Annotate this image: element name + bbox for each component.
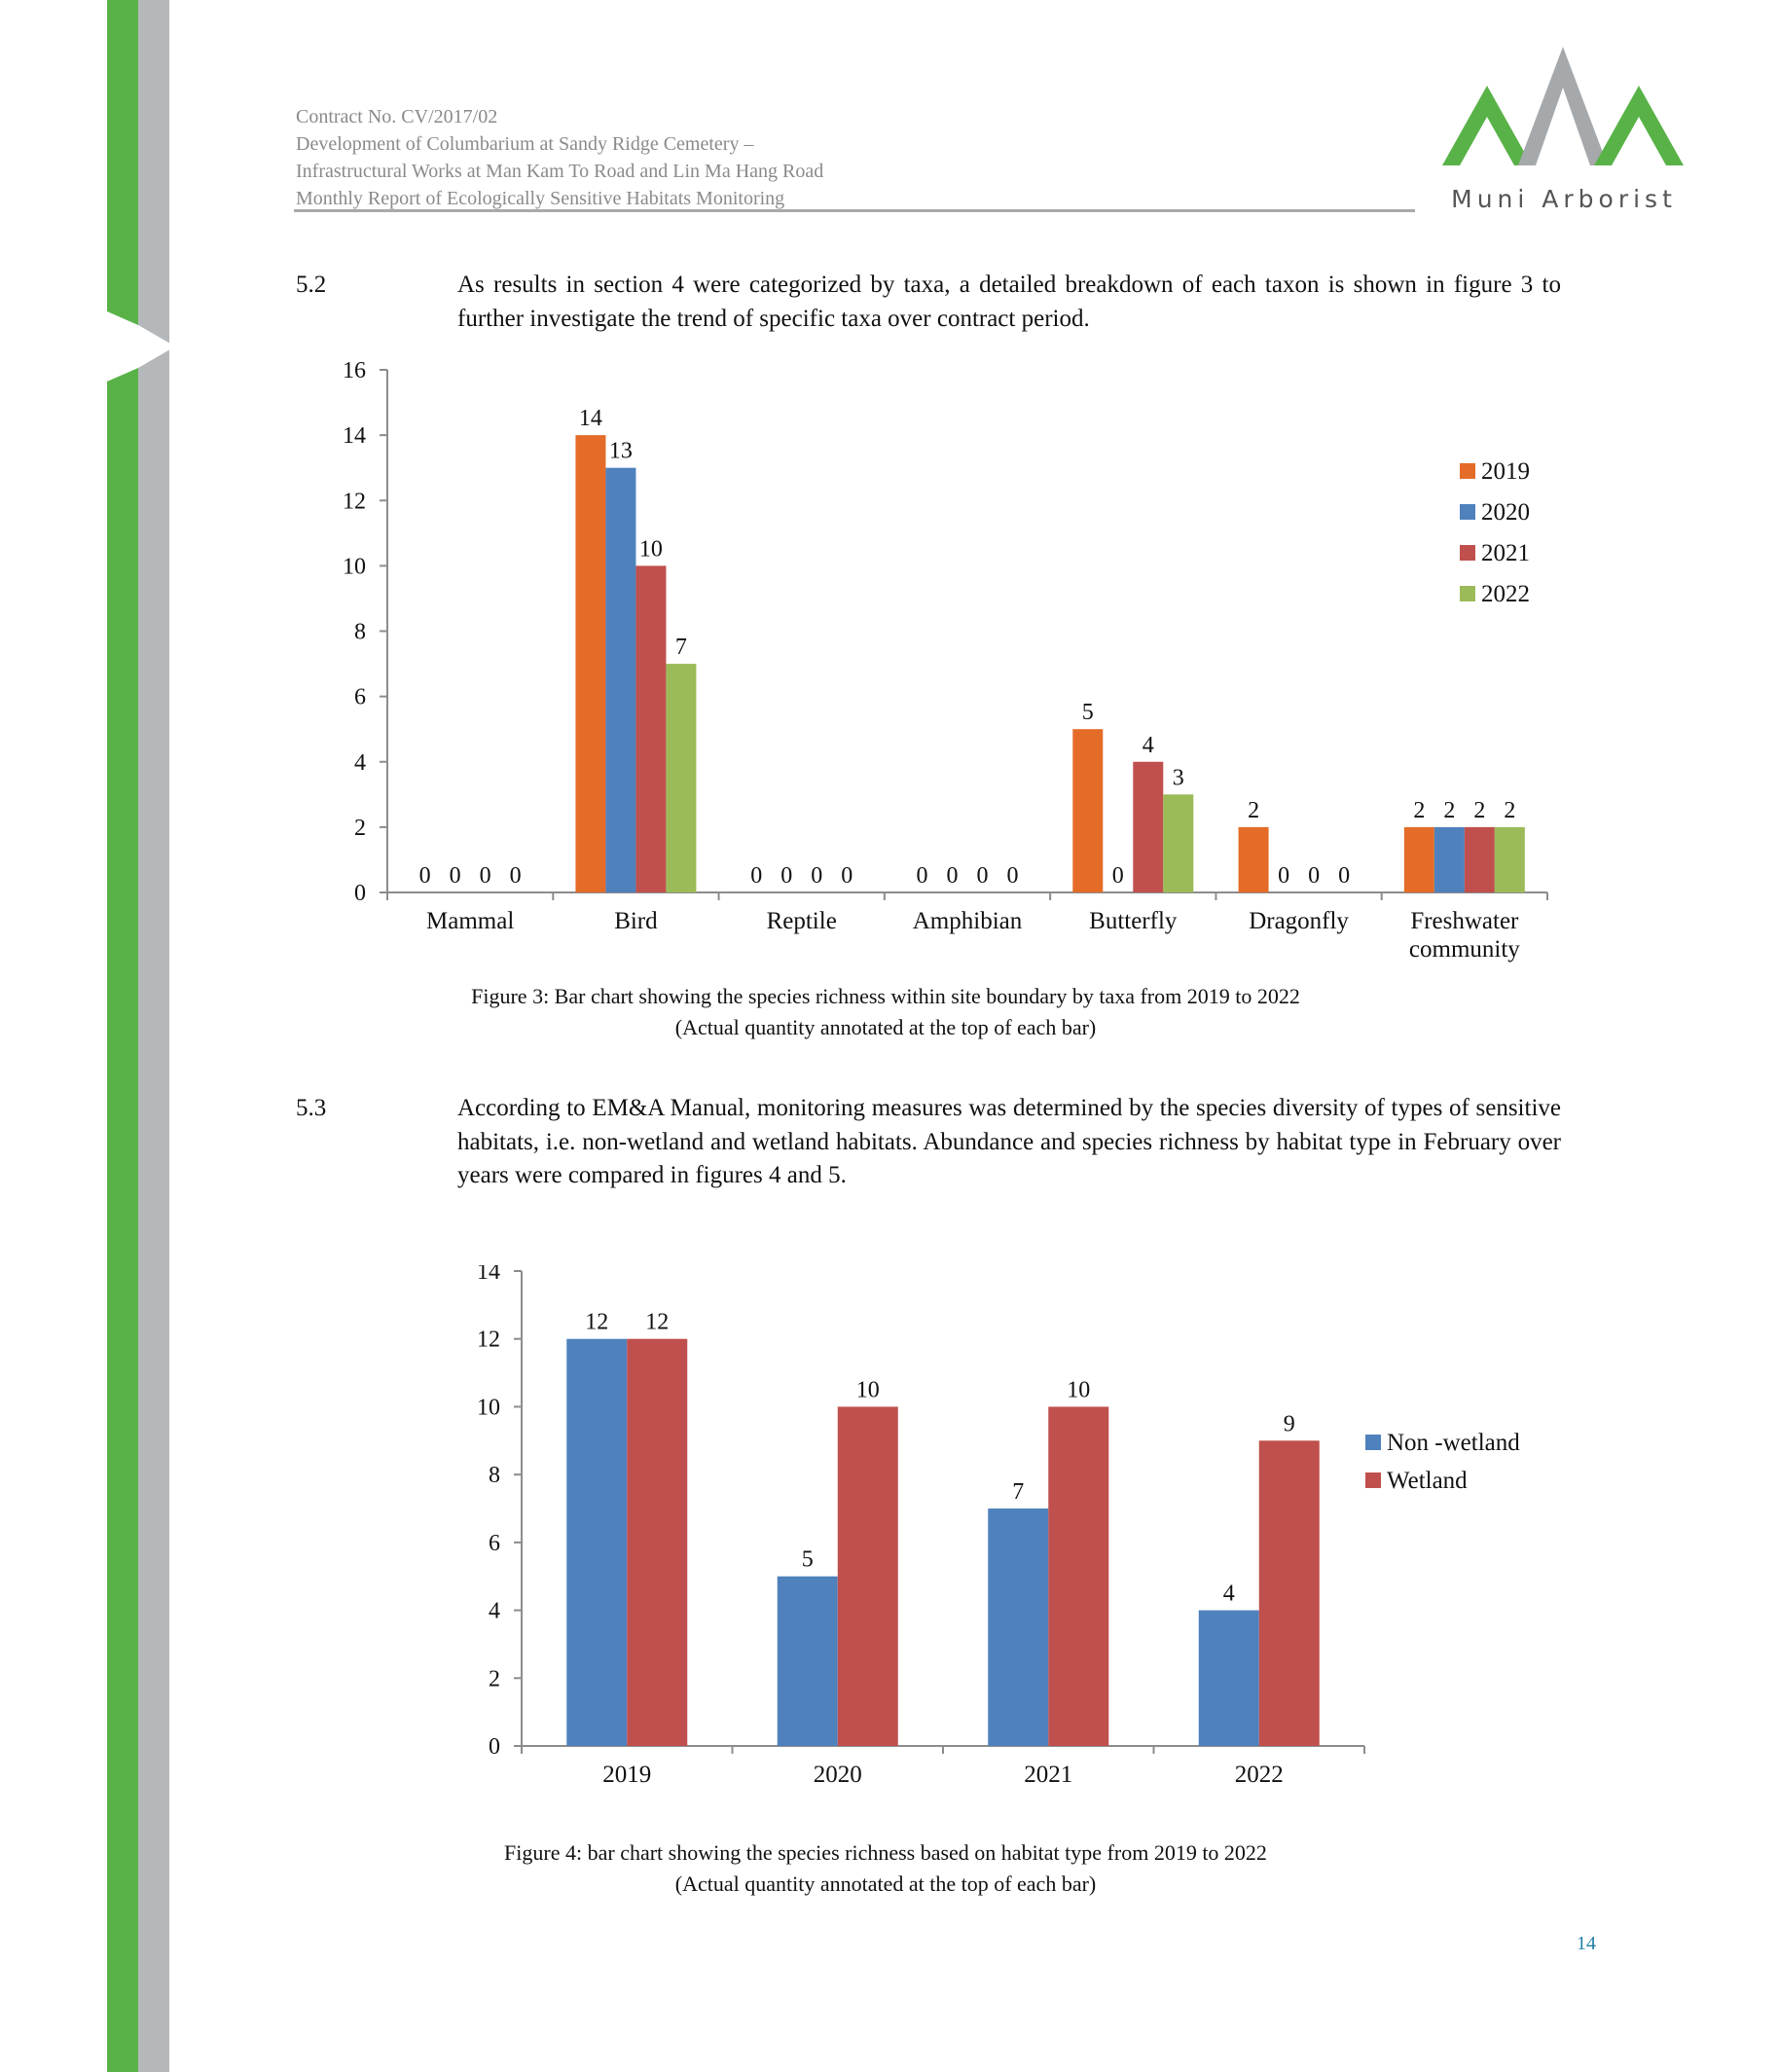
y-tick-label: 4 bbox=[354, 749, 366, 776]
figure-3-svg bbox=[0, 350, 1778, 973]
legend-swatch bbox=[1460, 463, 1475, 479]
bar bbox=[838, 1406, 898, 1746]
data-label: 3 bbox=[1172, 765, 1184, 791]
legend-swatch bbox=[1365, 1472, 1381, 1488]
data-label: 4 bbox=[1222, 1581, 1235, 1607]
bar bbox=[627, 1339, 687, 1746]
figure-3-caption-line-2: (Actual quantity annotated at the top of each bar) bbox=[674, 1015, 1097, 1039]
legend-swatch bbox=[1460, 545, 1475, 561]
data-label: 0 bbox=[1006, 863, 1019, 889]
y-tick-label: 6 bbox=[489, 1530, 500, 1556]
y-tick-label: 16 bbox=[343, 358, 366, 383]
data-label: 0 bbox=[841, 863, 853, 889]
y-tick-label: 10 bbox=[477, 1395, 500, 1421]
data-label: 9 bbox=[1283, 1411, 1295, 1437]
y-tick-label: 14 bbox=[477, 1265, 500, 1285]
data-label: 0 bbox=[916, 863, 928, 889]
y-tick-label: 8 bbox=[489, 1463, 500, 1489]
x-tick-label: Butterfly bbox=[1089, 908, 1178, 934]
data-label: 2 bbox=[1248, 797, 1260, 823]
data-label: 10 bbox=[855, 1377, 880, 1403]
data-label: 5 bbox=[1081, 700, 1094, 726]
header-project-line: Development of Columbarium at Sandy Ridge Cemetery – bbox=[296, 133, 754, 155]
legend-label: 2022 bbox=[1481, 581, 1530, 607]
x-tick-label: Amphibian bbox=[912, 908, 1023, 934]
data-label: 0 bbox=[1111, 863, 1124, 889]
data-label: 7 bbox=[1012, 1479, 1025, 1505]
data-label: 0 bbox=[479, 863, 491, 889]
y-tick-label: 12 bbox=[343, 489, 366, 515]
bar bbox=[1465, 827, 1495, 892]
data-label: 5 bbox=[801, 1546, 814, 1573]
legend-label: Wetland bbox=[1387, 1468, 1468, 1494]
legend-label: 2020 bbox=[1481, 499, 1530, 526]
x-tick-label: 2020 bbox=[813, 1762, 862, 1788]
figure-4-caption bbox=[292, 1837, 1479, 1900]
bar bbox=[1199, 1611, 1259, 1746]
x-tick-label: 2021 bbox=[1024, 1762, 1073, 1788]
data-label: 0 bbox=[946, 863, 959, 889]
data-label: 0 bbox=[418, 863, 431, 889]
bar bbox=[1495, 827, 1525, 892]
x-tick-label: 2022 bbox=[1234, 1762, 1284, 1788]
data-label: 2 bbox=[1504, 797, 1516, 823]
header-report-line: Monthly Report of Ecologically Sensitive Habitats Monitoring bbox=[296, 188, 785, 209]
bar bbox=[1404, 827, 1434, 892]
data-label: 2 bbox=[1413, 797, 1426, 823]
bar bbox=[635, 565, 666, 892]
data-label: 12 bbox=[645, 1309, 670, 1335]
bar bbox=[1259, 1440, 1320, 1746]
legend-swatch bbox=[1460, 586, 1475, 601]
data-label: 2 bbox=[1473, 797, 1486, 823]
figure-4-caption-line-1: Figure 4: bar chart showing the species richness based on habitat type from 2019 to 2022 bbox=[504, 1840, 1267, 1865]
bar bbox=[575, 435, 605, 892]
bar bbox=[1163, 794, 1193, 892]
data-label: 0 bbox=[780, 863, 793, 889]
bar bbox=[1072, 729, 1103, 892]
bar bbox=[605, 468, 635, 892]
x-tick-label: Reptile bbox=[766, 908, 837, 934]
section-number: 5.2 bbox=[296, 272, 327, 298]
figure-4-chart bbox=[0, 1265, 1778, 1820]
logo-wordmark: Muni Arborist bbox=[1451, 185, 1677, 213]
bar bbox=[566, 1339, 627, 1746]
y-tick-label: 0 bbox=[354, 881, 366, 906]
figure-3-chart bbox=[0, 350, 1778, 973]
data-label: 0 bbox=[811, 863, 823, 889]
data-label: 7 bbox=[674, 635, 687, 661]
y-tick-label: 14 bbox=[343, 423, 366, 450]
legend-label: Non -wetland bbox=[1387, 1430, 1520, 1456]
data-label: 4 bbox=[1142, 732, 1154, 758]
x-tick-label: Mammal bbox=[426, 908, 515, 934]
x-tick-label: Dragonfly bbox=[1249, 908, 1349, 934]
bar bbox=[1048, 1406, 1108, 1746]
y-tick-label: 4 bbox=[489, 1598, 500, 1624]
bar bbox=[1239, 827, 1269, 892]
x-tick-label: community bbox=[1408, 936, 1520, 963]
bar bbox=[1133, 762, 1163, 892]
legend-swatch bbox=[1365, 1435, 1381, 1450]
figure-3-caption-line-1: Figure 3: Bar chart showing the species richness within site boundary by taxa from 2019 to 2022 bbox=[471, 984, 1300, 1008]
legend-label: 2019 bbox=[1481, 458, 1530, 485]
bar bbox=[778, 1577, 838, 1746]
data-label: 2 bbox=[1443, 797, 1456, 823]
data-label: 14 bbox=[578, 406, 602, 432]
x-tick-label: Bird bbox=[614, 908, 658, 934]
bar bbox=[1434, 827, 1465, 892]
data-label: 12 bbox=[585, 1309, 609, 1335]
header-works-line: Infrastructural Works at Man Kam To Road and Lin Ma Hang Road bbox=[296, 161, 824, 182]
data-label: 0 bbox=[976, 863, 989, 889]
page-number: 14 bbox=[1577, 1933, 1596, 1954]
data-label: 0 bbox=[750, 863, 763, 889]
header-contract-line: Contract No. CV/2017/02 bbox=[296, 106, 498, 127]
document-header bbox=[296, 103, 1415, 212]
bar bbox=[988, 1509, 1048, 1746]
y-tick-label: 12 bbox=[477, 1327, 500, 1353]
data-label: 0 bbox=[1278, 863, 1290, 889]
y-tick-label: 10 bbox=[343, 554, 366, 580]
data-label: 10 bbox=[638, 536, 663, 563]
y-tick-label: 2 bbox=[489, 1666, 500, 1692]
section-paragraph: According to EM&A Manual, monitoring measures was determined by the species diversity of types of sensitive habitats, i.e. non-wetland and wetland habitats. Abundance and species richness by habitat type in February over years were compared in figures 4 and 5. bbox=[457, 1095, 1561, 1188]
data-label: 0 bbox=[509, 863, 522, 889]
figure-3-caption bbox=[292, 981, 1479, 1043]
data-label: 10 bbox=[1067, 1377, 1091, 1403]
legend-label: 2021 bbox=[1481, 540, 1530, 566]
figure-4-caption-line-2: (Actual quantity annotated at the top of each bar) bbox=[674, 1872, 1097, 1896]
data-label: 13 bbox=[608, 438, 633, 464]
legend-swatch bbox=[1460, 504, 1475, 520]
y-tick-label: 6 bbox=[354, 684, 366, 710]
y-tick-label: 0 bbox=[489, 1734, 500, 1760]
section-number: 5.3 bbox=[296, 1095, 327, 1121]
data-label: 0 bbox=[1338, 863, 1351, 889]
data-label: 0 bbox=[1308, 863, 1321, 889]
y-tick-label: 8 bbox=[354, 619, 366, 645]
y-tick-label: 2 bbox=[354, 815, 366, 841]
bar bbox=[666, 664, 696, 892]
data-label: 0 bbox=[449, 863, 461, 889]
x-tick-label: Freshwater bbox=[1410, 908, 1519, 934]
section-paragraph: As results in section 4 were categorized by taxa, a detailed breakdown of each taxon is shown in figure 3 to further investigate the trend of specific taxa over contract period. bbox=[457, 272, 1561, 332]
figure-4-svg bbox=[0, 1265, 1778, 1820]
header-divider bbox=[294, 209, 1415, 212]
x-tick-label: 2019 bbox=[602, 1762, 652, 1788]
